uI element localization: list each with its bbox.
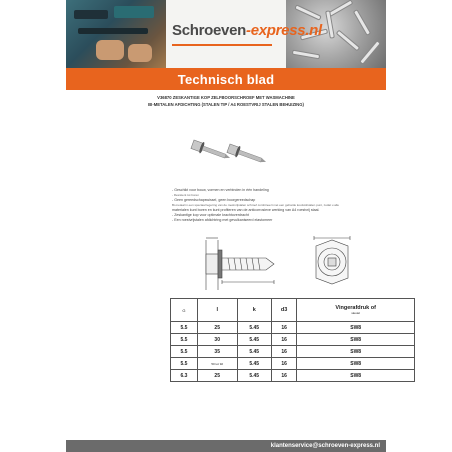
workshop-photo bbox=[66, 0, 166, 68]
feature-item: - Geschikt voor bouw, vormen en verbinden in één handeling bbox=[172, 188, 269, 192]
column-header: d3 bbox=[271, 299, 296, 322]
feature-item: - Zeskantige kop voor optimale krachtoverdracht bbox=[172, 213, 249, 217]
table-cell: 25 bbox=[197, 322, 237, 334]
dimension-table bbox=[170, 298, 415, 382]
table-cell: 50 tot 92 bbox=[197, 358, 237, 370]
feature-item: materialen kunt boren en kunt profiteren van de anticorrosieve werking van A4 roestvrij staal. bbox=[172, 208, 320, 212]
feature-item: Bi-metaal in een speciaal legering van de roestvrijstalen schroef combineert met een geharde koolstofstalen punt, zodat u alle bbox=[172, 203, 339, 207]
table-header-row bbox=[171, 299, 415, 322]
table-cell: 6.3 bbox=[171, 370, 198, 382]
table-cell: SW8 bbox=[297, 322, 415, 334]
table-row bbox=[171, 358, 415, 370]
table-row bbox=[171, 322, 415, 334]
logo-underline bbox=[172, 44, 272, 46]
table-cell: 5.45 bbox=[237, 358, 271, 370]
product-photo bbox=[184, 132, 274, 168]
table-cell: 5.45 bbox=[237, 334, 271, 346]
table-cell: 5.5 bbox=[171, 358, 198, 370]
table-cell: 16 bbox=[271, 358, 296, 370]
product-title-line2: BI-METALEN AFDICHTING (STALEN TIP / A4 ROESTVRIJ STALEN BEHUIZING) bbox=[148, 102, 304, 107]
page-title: Technisch blad bbox=[177, 71, 275, 87]
table-cell: SW8 bbox=[297, 334, 415, 346]
table-row bbox=[171, 370, 415, 382]
brand-logo[interactable] bbox=[172, 22, 322, 40]
table-cell: 5.45 bbox=[237, 370, 271, 382]
table-cell: 5.5 bbox=[171, 334, 198, 346]
brand-domain: -express.nl bbox=[246, 22, 322, 39]
table-cell: 16 bbox=[271, 322, 296, 334]
table-cell: SW8 bbox=[297, 346, 415, 358]
column-header-label: Vingerafdruk of bbox=[335, 305, 376, 311]
column-header: G bbox=[171, 299, 198, 322]
table-cell: 16 bbox=[271, 370, 296, 382]
feature-list bbox=[172, 188, 392, 223]
feature-item: - Geen gereedschapswissel, geen boorgereedschap bbox=[172, 198, 256, 202]
table-cell: 30 bbox=[197, 334, 237, 346]
product-title-line1: V36870 ZESKANTIGE KOP ZELFBOORSCHROEF MET WASMACHINE bbox=[157, 95, 295, 100]
table-row bbox=[171, 346, 415, 358]
header-banner bbox=[66, 0, 386, 68]
table-cell: 5.45 bbox=[237, 322, 271, 334]
technical-drawing bbox=[178, 236, 378, 292]
feature-item: - Een roestvrijstalen afdichtring met gevulkaniseerd elastomeer bbox=[172, 218, 273, 222]
contact-email-link[interactable]: klantenservice@schroeven-express.nl bbox=[270, 443, 380, 449]
table-cell: 5.5 bbox=[171, 346, 198, 358]
column-header-note: sleutel bbox=[351, 311, 361, 315]
column-header bbox=[297, 299, 415, 322]
column-header: l bbox=[197, 299, 237, 322]
datasheet-page bbox=[66, 0, 386, 452]
table-cell: SW8 bbox=[297, 370, 415, 382]
table-cell: 16 bbox=[271, 334, 296, 346]
brand-name: Schroeven bbox=[172, 22, 246, 39]
feature-item: - Resistent tot boren bbox=[172, 193, 200, 197]
column-header: k bbox=[237, 299, 271, 322]
title-bar bbox=[66, 68, 386, 90]
table-cell: 16 bbox=[271, 346, 296, 358]
table-cell: 25 bbox=[197, 370, 237, 382]
table-cell: 5.45 bbox=[237, 346, 271, 358]
table-cell: 35 bbox=[197, 346, 237, 358]
table-cell: 5.5 bbox=[171, 322, 198, 334]
table-row bbox=[171, 334, 415, 346]
table-cell: SW8 bbox=[297, 358, 415, 370]
footer-bar bbox=[66, 440, 386, 452]
